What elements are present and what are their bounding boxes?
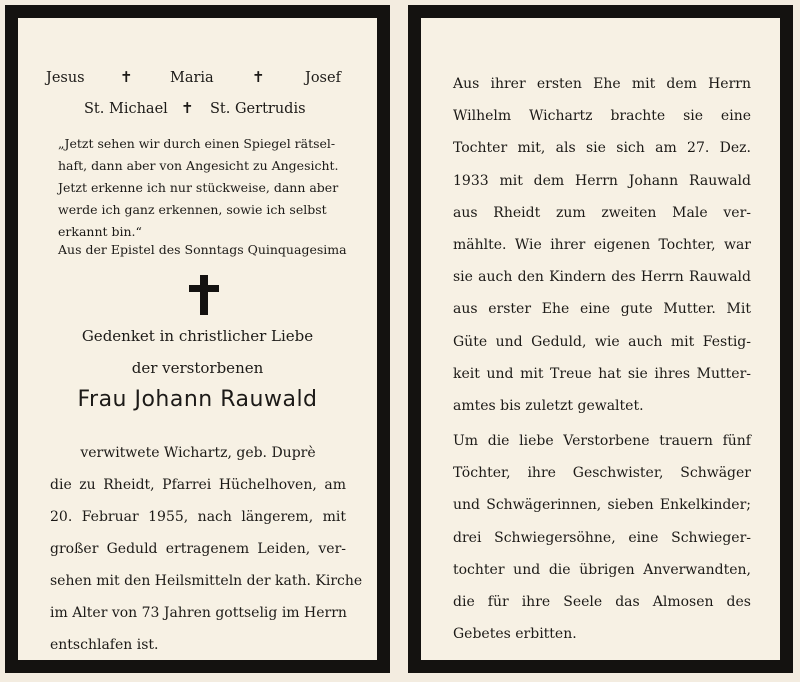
paragraph-line: aus erster Ehe eine gute Mutter. Mit (453, 301, 751, 318)
header-maria: Maria (170, 70, 214, 86)
memorial-line-1: Gedenket in christlicher Liebe (81, 327, 314, 345)
paragraph-line: sie auch den Kindern des Herrn Rauwald (453, 269, 751, 286)
biography-line: die zu Rheidt, Pfarrei Hüchelhoven, am (50, 477, 346, 493)
quote-line: Jetzt erkenne ich nur stückweise, dann aber (58, 180, 339, 195)
left-page (5, 5, 390, 673)
paragraph-line: 1933 mit dem Herrn Johann Rauwald (453, 172, 751, 189)
paragraph-line: die für ihre Seele das Almosen des (453, 593, 751, 610)
biography-text (50, 437, 363, 661)
biography-line: 20. Februar 1955, nach längerem, mit (50, 509, 346, 525)
header-st-gertrudis: St. Gertrudis (210, 101, 306, 117)
biography-line: im Alter von 73 Jahren gottselig im Herrn (50, 605, 347, 621)
biography-line: verwitwete Wichartz, geb. Duprè (80, 445, 316, 461)
paragraph-line: Tochter mit, als sie sich am 27. Dez. (453, 140, 751, 157)
paragraph-line: Aus ihrer ersten Ehe mit dem Herrn (453, 76, 751, 92)
paragraph-line: tochter und die übrigen Anverwandten, (453, 561, 751, 578)
paragraph-line: Um die liebe Verstorbene trauern fünf (453, 433, 751, 449)
quote-line: haft, dann aber von Angesicht zu Angesicht. (58, 158, 339, 173)
paragraph-marriage (453, 68, 751, 422)
biography-line: großer Geduld ertragenem Leiden, ver- (50, 541, 346, 557)
paragraph-line: mählte. Wie ihrer eigenen Tochter, war (453, 236, 751, 253)
paragraph-line: drei Schwiegersöhne, eine Schwieger- (453, 529, 751, 546)
quote-line: „Jetzt sehen wir durch einen Spiegel rätsel- (58, 136, 336, 151)
small-cross-icon: ✝ (181, 99, 194, 117)
scripture-quote (58, 133, 358, 243)
biography-line: entschlafen ist. (50, 637, 159, 653)
paragraph-line: Töchter, ihre Geschwister, Schwäger (453, 465, 751, 482)
paragraph-line: keit und mit Treue hat sie ihres Mutter- (453, 365, 751, 382)
quote-source: Aus der Epistel des Sonntags Quinquagesima (58, 242, 347, 257)
small-cross-icon: ✝ (252, 68, 265, 86)
memorial-line-2: der verstorbenen (131, 359, 264, 377)
header-jesus: Jesus (46, 70, 85, 86)
right-page (408, 5, 793, 673)
biography-line: sehen mit den Heilsmitteln der kath. Kirche (50, 573, 363, 589)
paragraph-line: Güte und Geduld, wie auch mit Festig- (453, 333, 751, 350)
quote-line: erkannt bin.“ (58, 224, 142, 239)
paragraph-line: Gebetes erbitten. (453, 626, 577, 643)
paragraph-line: Wilhelm Wichartz brachte sie eine (453, 108, 751, 125)
quote-line: werde ich ganz erkennen, sowie ich selbst (58, 202, 327, 217)
paragraph-mourners (453, 425, 751, 650)
large-cross-icon (189, 275, 219, 315)
paragraph-line: und Schwägerinnen, sieben Enkelkinder; (453, 497, 751, 514)
paragraph-line: amtes bis zuletzt gewaltet. (453, 397, 644, 414)
paragraph-line: aus Rheidt zum zweiten Male ver- (453, 204, 751, 221)
small-cross-icon: ✝ (120, 68, 133, 86)
header-st-michael: St. Michael (84, 101, 168, 117)
deceased-name: Frau Johann Rauwald (77, 387, 318, 412)
header-josef: Josef (305, 70, 341, 86)
